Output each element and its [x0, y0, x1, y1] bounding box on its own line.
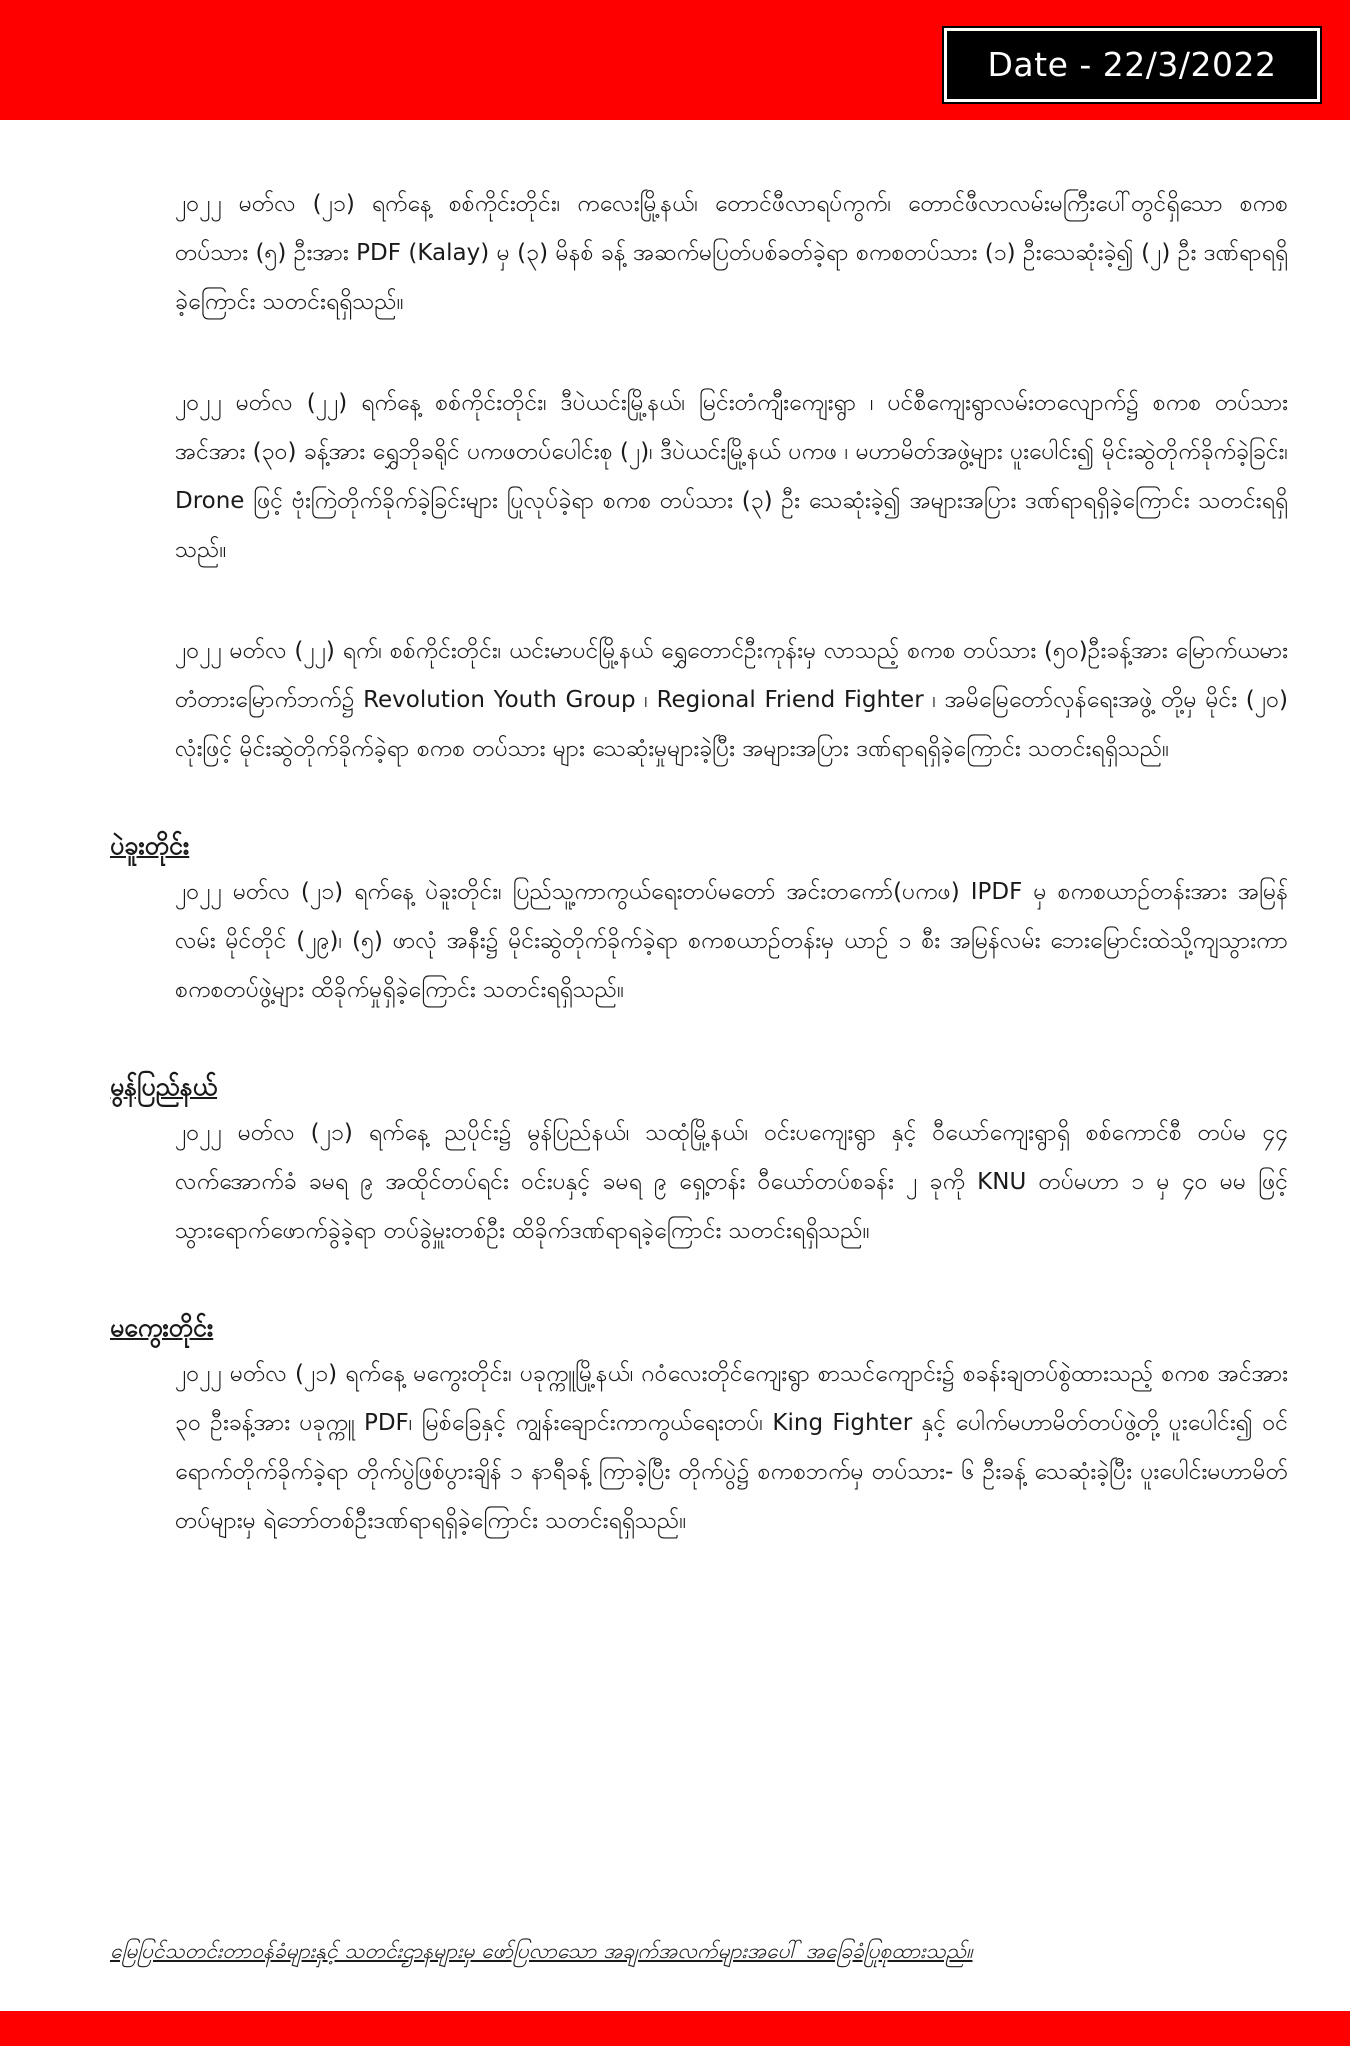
report-paragraph: ၂၀၂၂ မတ်လ (၂၁) ရက်နေ့ ပဲခူးတိုင်း၊ ပြည်သူ့ကာကွယ်ရေးတပ်မတော် အင်းတကော်(ပကဖ) IPDF မှ စကစယာဉ်တန်းအား အမြန်လမ်း မိုင်တိုင် (၂၉)၊ (၅) ဖာလုံ အနီး၌ မိုင်းဆွဲတိုက်ခိုက်ခဲ့ရာ စကစယာဉ်တန်းမှ ယာဉ် ၁ စီး အမြန်လမ်း ဘေးမြောင်းထဲသို့ကျသွားကာ စကစတပ်ဖွဲ့များ ထိခိုက်မှုရှိခဲ့ကြောင်း သတင်းရရှိသည်။ [175, 879, 1288, 1003]
report-body [110, 180, 1290, 1598]
report-paragraph: ၂၀၂၂ မတ်လ (၂၂) ရက်နေ့ စစ်ကိုင်းတိုင်း၊ ဒီပဲယင်းမြို့နယ်၊ မြင်းတံကျီးကျေးရွာ ၊ ပင်စီကျေးရွာလမ်းတလျောက်၌ စကစ တပ်သား အင်အား (၃၀) ခန့်အား ရွှေဘိုခရိုင် ပကဖတပ်ပေါင်းစု (၂)၊ ဒီပဲယင်းမြို့နယ် ပကဖ ၊ မဟာမိတ်အဖွဲ့များ ပူးပေါင်း၍ မိုင်းဆွဲတိုက်ခိုက်ခဲ့ခြင်း၊ Drone ဖြင့် ဗုံးကြဲတိုက်ခိုက်ခဲ့ခြင်းများ ပြုလုပ်ခဲ့ရာ စကစ တပ်သား (၃) ဦး သေဆုံးခဲ့၍ အများအပြား ဒဏ်ရာရရှိခဲ့ကြောင်း သတင်းရရှိသည်။ [175, 390, 1288, 563]
section-heading: ပဲခူးတိုင်း [110, 831, 190, 860]
section-magway [110, 1308, 1290, 1546]
header-bar [0, 0, 1350, 120]
report-paragraph: ၂၀၂၂ မတ်လ (၂၂) ရက်၊ စစ်ကိုင်းတိုင်း၊ ယင်းမာပင်မြို့နယ် ရွှေတောင်ဦးကုန်းမှ လာသည့် စကစ တပ်သား (၅၀)ဦးခန့်အား မြောက်ယမားတံတားမြောက်ဘက်၌ Revolution Youth Group ၊ Regional Friend Fighter ၊ အမိမြေတော်လှန်ရေးအဖွဲ့ တို့မှ မိုင်း (၂၀) လုံးဖြင့် မိုင်းဆွဲတိုက်ခိုက်ခဲ့ရာ စကစ တပ်သား များ သေဆုံးမှုများခဲ့ပြီး အများအပြား ဒဏ်ရာရရှိခဲ့ကြောင်း သတင်းရရှိသည်။ [175, 638, 1288, 762]
section-bago [110, 826, 1290, 1015]
section-heading: မွန်ပြည်နယ် [110, 1072, 218, 1101]
date-label: Date - 22/3/2022 [944, 28, 1320, 102]
report-paragraph: ၂၀၂၂ မတ်လ (၂၁) ရက်နေ့ ညပိုင်း၌ မွန်ပြည်နယ်၊ သထုံမြို့နယ်၊ ဝင်းပကျေးရွာ နှင့် ဝီယော်ကျေးရွာရှိ စစ်ကောင်စီ တပ်မ ၄၄ လက်အောက်ခံ ခမရ ၉ အထိုင်တပ်ရင်း ဝင်းပနှင့် ခမရ ၉ ရှေ့တန်း ဝီယော်တပ်စခန်း ၂ ခုကို KNU တပ်မဟာ ၁ မှ ၄၀ မမ ဖြင့် သွားရောက်ဖောက်ခွဲခဲ့ရာ တပ်ခွဲမှူးတစ်ဦး ထိခိုက်ဒဏ်ရာရခဲ့ကြောင်း သတင်းရရှိသည်။ [175, 1120, 1288, 1244]
section-mon [110, 1067, 1290, 1256]
footer-bar [0, 2011, 1350, 2046]
report-paragraph: ၂၀၂၂ မတ်လ (၂၁) ရက်နေ့ မကွေးတိုင်း၊ ပခုက္ကူမြို့နယ်၊ ဂဝံလေးတိုင်ကျေးရွာ စာသင်ကျောင်း၌ စခန်းချတပ်စွဲထားသည့် စကစ အင်အား ၃၀ ဦးခန့်အား ပခုက္ကူ PDF၊ မြစ်ခြေနှင့် ကျွန်းချောင်းကာကွယ်ရေးတပ်၊ King Fighter နှင့် ပေါက်မဟာမိတ်တပ်ဖွဲ့တို့ ပူးပေါင်း၍ ဝင်ရောက်တိုက်ခိုက်ခဲ့ရာ တိုက်ပွဲဖြစ်ပွားချိန် ၁ နာရီခန့် ကြာခဲ့ပြီး တိုက်ပွဲ၌ စကစဘက်မှ တပ်သား- ၆ ဦးခန့် သေဆုံးခဲ့ပြီး ပူးပေါင်းမဟာမိတ်တပ်များမှ ရဲဘော်တစ်ဦးဒဏ်ရာရရှိခဲ့ကြောင်း သတင်းရရှိသည်။ [175, 1361, 1288, 1534]
section-heading: မကွေးတိုင်း [110, 1313, 214, 1342]
source-note: မြေပြင်သတင်းတာဝန်ခံများနှင့် သတင်းဌာနများမှ ဖော်ပြလာသော အချက်အလက်များအပေါ် အခြေခံပြုစုထားသည်။ [110, 1939, 973, 1963]
report-paragraph: ၂၀၂၂ မတ်လ (၂၁) ရက်နေ့ စစ်ကိုင်းတိုင်း၊ ကလေးမြို့နယ်၊ တောင်ဖီလာရပ်ကွက်၊ တောင်ဖီလာလမ်းမကြီးပေါ်တွင်ရှိသော စကစ တပ်သား (၅) ဦးအား PDF (Kalay) မှ (၃) မိနစ် ခန့် အဆက်မပြတ်ပစ်ခတ်ခဲ့ရာ စကစတပ်သား (၁) ဦးသေဆုံးခဲ့၍ (၂) ဦး ဒဏ်ရာရရှိခဲ့ကြောင်း သတင်းရရှိသည်။ [175, 191, 1288, 315]
